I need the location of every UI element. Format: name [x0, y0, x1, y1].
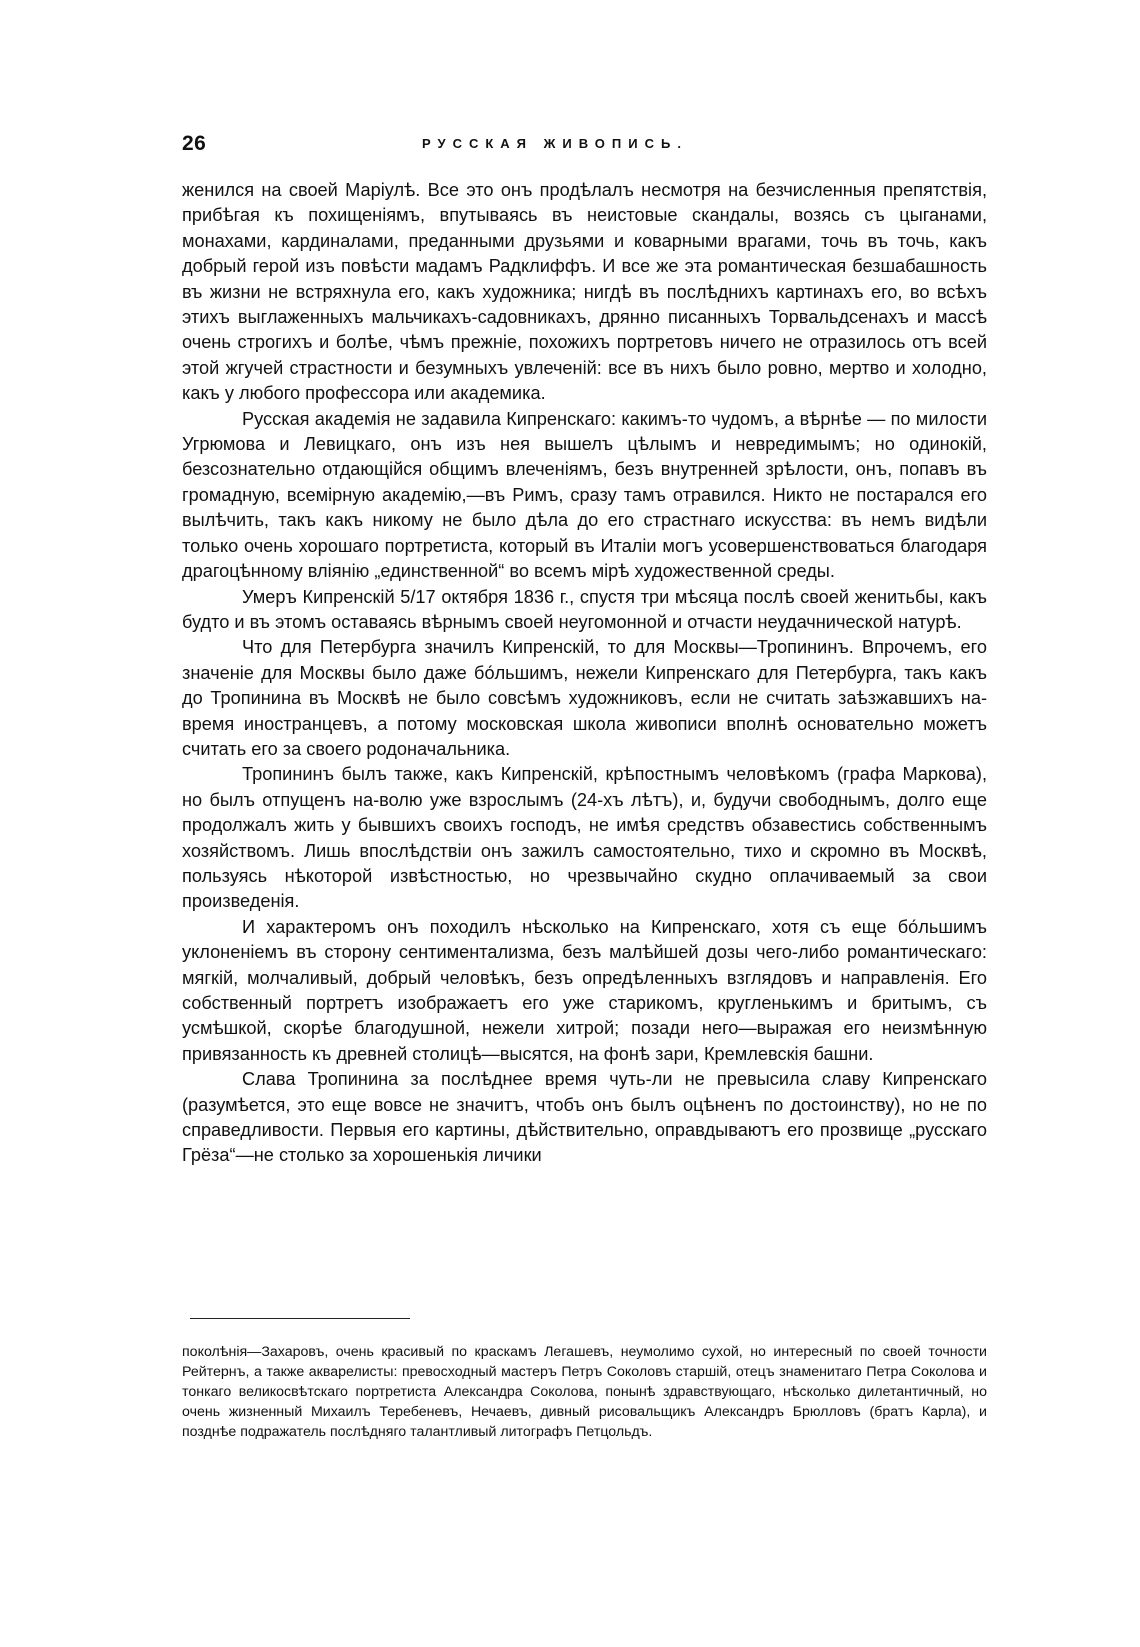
- paragraph-4: Что для Петербурга значилъ Кипренскій, то для Москвы—Тропининъ. Впрочемъ, его значеніе для Москвы было даже бо́льшимъ, нежели Кипренскаго для Петербурга, такъ какъ до Тропинина въ Москвѣ не было совсѣмъ художниковъ, если не считать заѣзжавшихъ на-время иностранцевъ, а потому московская школа живописи вполнѣ основательно можетъ считать его за своего родоначальника.: [182, 637, 987, 759]
- paragraph-6: И характеромъ онъ походилъ нѣсколько на Кипренскаго, хотя съ еще бо́льшимъ уклоненіемъ въ сторону сентиментализма, безъ малѣйшей дозы чего-либо романтическаго: мягкій, молчаливый, добрый человѣкъ, безъ опредѣленныхъ взглядовъ и направленія. Его собственный портретъ изображаетъ его уже старикомъ, кругленькимъ и бритымъ, съ усмѣшкой, скорѣе благодушной, нежели хитрой; позади него—выражая его неизмѣнную привязанность къ древней столицѣ—высятся, на фонѣ зари, Кремлевскія башни.: [182, 916, 987, 1064]
- paragraph-3: Умеръ Кипренскій 5/17 октября 1836 г., спустя три мѣсяца послѣ своей женитьбы, какъ будто и въ этомъ оставаясь вѣрнымъ своей неугомонной и отчасти неудачнической натурѣ.: [182, 586, 987, 632]
- paragraph-1: женился на своей Маріулѣ. Все это онъ продѣлалъ несмотря на безчисленныя препятствія, прибѣгая къ похищеніямъ, впутываясь въ неистовые скандалы, возясь съ цыганами, монахами, кардиналами, преданными друзьями и коварными врагами, точь въ точь, какъ добрый герой изъ повѣсти мадамъ Радклиффъ. И все же эта романтическая безшабашность въ жизни не встряхнула его, какъ художника; нигдѣ въ послѣднихъ картинахъ его, во всѣхъ этихъ выглаженныхъ мальчикахъ-садовникахъ, дрянно писанныхъ Торвальдсенахъ и массѣ очень строгихъ и болѣе, чѣмъ прежніе, похожихъ портретовъ ничего не отразилось отъ всей этой жгучей страстности и безумныхъ увлеченій: все въ нихъ было ровно, мертво и холодно, какъ у любого профессора или академика.: [182, 180, 987, 404]
- running-title: РУССКАЯ ЖИВОПИСЬ.: [422, 136, 688, 151]
- footnote: [182, 1342, 987, 1442]
- paragraph-5: Тропининъ былъ также, какъ Кипренскій, крѣпостнымъ человѣкомъ (графа Маркова), но былъ отпущенъ на-волю уже взрослымъ (24-хъ лѣтъ), и, будучи свободнымъ, долго еще продолжалъ жить у бывшихъ своихъ господъ, не имѣя средствъ обзавестись собственнымъ хозяйствомъ. Лишь впослѣдствіи онъ зажилъ самостоятельно, тихо и скромно въ Москвѣ, пользуясь нѣкоторой извѣстностью, но чрезвычайно скудно оплачиваемый за свои произведенія.: [182, 764, 987, 912]
- footnote-divider: [190, 1318, 410, 1319]
- paragraph-7: Слава Тропинина за послѣднее время чуть-ли не превысила славу Кипренскаго (разумѣется, это еще вовсе не значитъ, чтобъ онъ былъ оцѣненъ по достоинству), но не по справедливости. Первыя его картины, дѣйствительно, оправдываютъ его прозвище „русскаго Грёза“—не столько за хорошенькія личики: [182, 1069, 987, 1166]
- page-number: 26: [182, 132, 207, 155]
- footnote-text: поколѣнія—Захаровъ, очень красивый по краскамъ Легашевъ, неумолимо сухой, но интересный по своей точности Рейтернъ, а также акварелисты: превосходный мастеръ Петръ Соколовъ старшій, отецъ знаменитаго Петра Соколова и тонкаго великосвѣтскаго портретиста Александра Соколова, понынѣ здравствующаго, нѣсколько дилетантичный, но очень жизненный Михаилъ Теребеневъ, Нечаевъ, дивный рисовальщикъ Александръ Брюлловъ (братъ Карла), и позднѣе подражатель послѣдняго талантливый литографъ Петцольдъ.: [182, 1344, 987, 1440]
- page-header: [182, 132, 987, 162]
- main-text: [182, 178, 987, 1169]
- paragraph-2: Русская академія не задавила Кипренскаго: какимъ-то чудомъ, а вѣрнѣе — по милости Угрюмова и Левицкаго, онъ изъ нея вышелъ цѣлымъ и невредимымъ; но одинокій, безсознательно отдающійся общимъ влеченіямъ, безъ внутренней зрѣлости, онъ, попавъ въ громадную, всемірную академію,—въ Римъ, сразу тамъ отравился. Никто не постарался его вылѣчить, такъ какъ никому не было дѣла до его страстнаго искусства: въ немъ видѣли только очень хорошаго портретиста, который въ Италіи могъ усовершенствоваться благодаря драгоцѣнному вліянію „единственной“ во всемъ мірѣ художественной среды.: [182, 408, 987, 582]
